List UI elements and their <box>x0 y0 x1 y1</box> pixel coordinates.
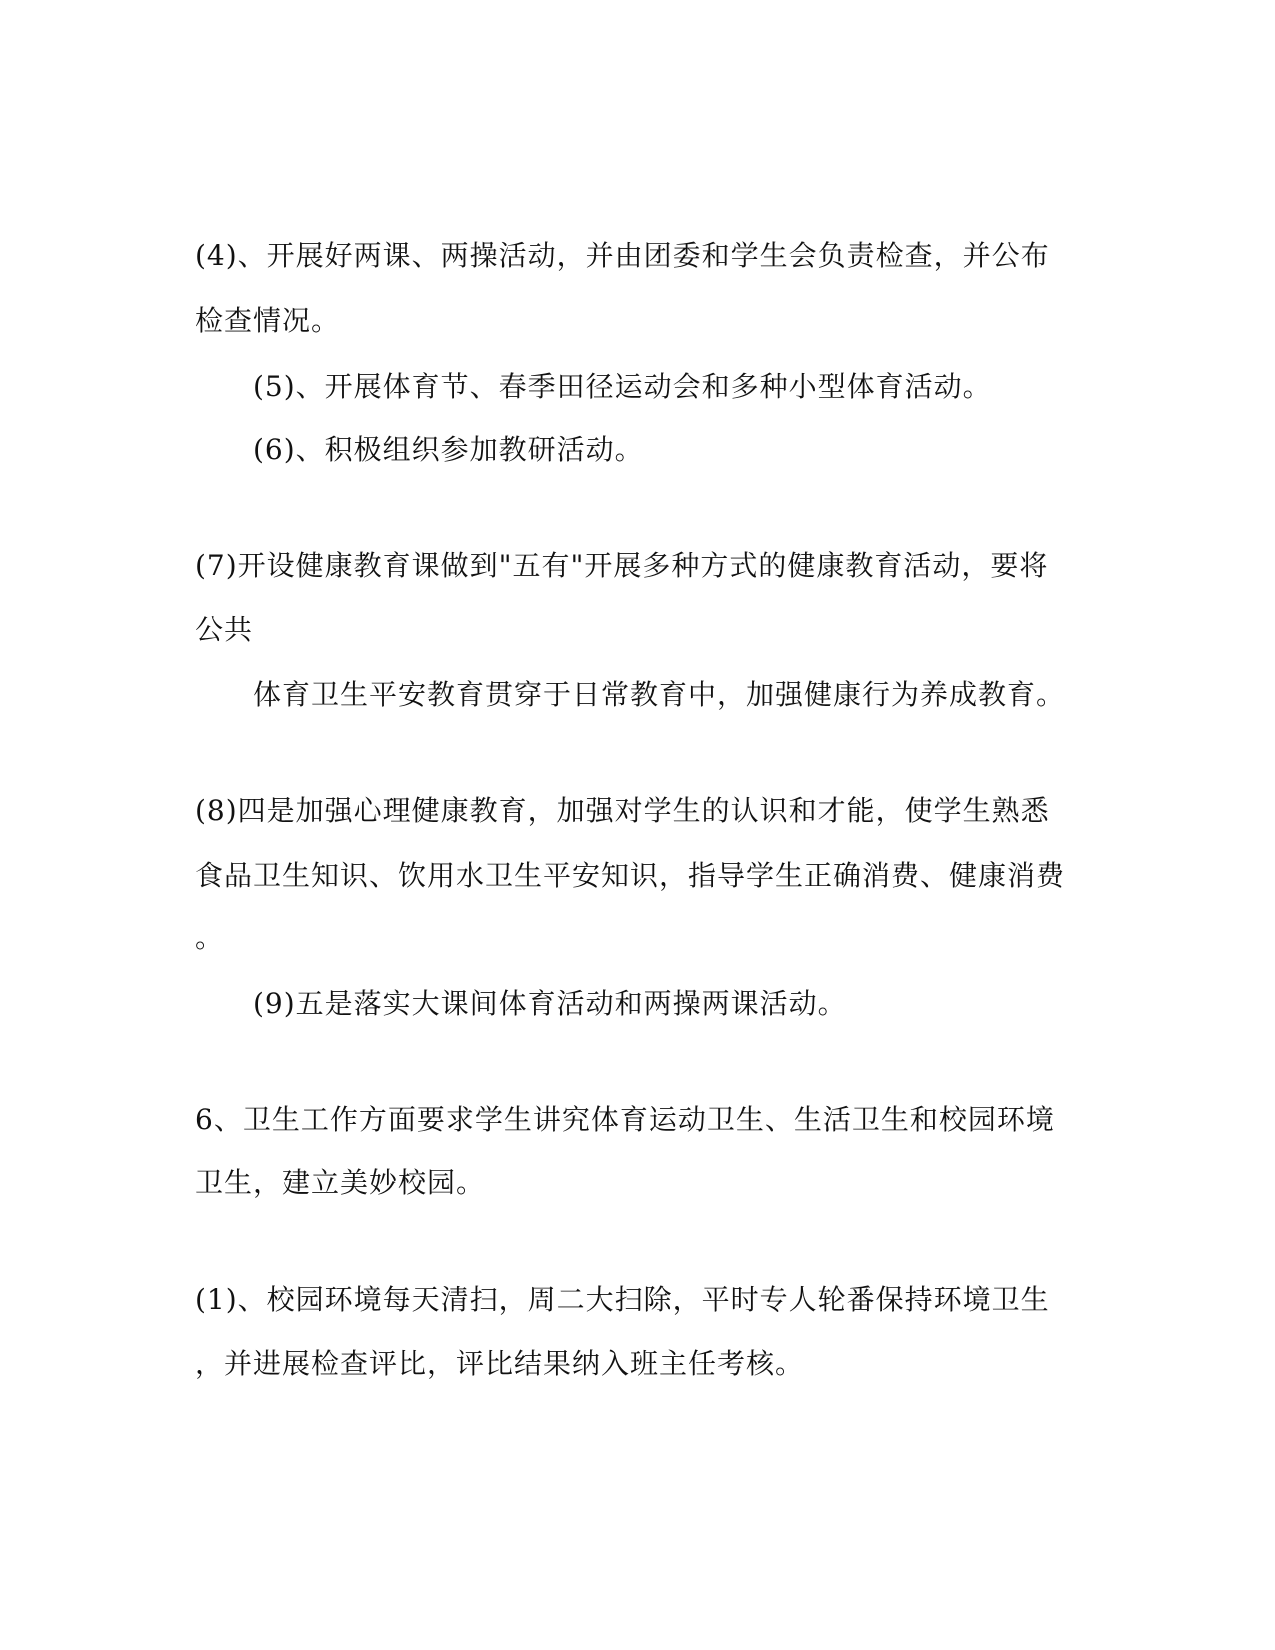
paragraph-line: (5)、开展体育节、春季田径运动会和多种小型体育活动。 <box>253 370 992 403</box>
paragraph-line: (6)、积极组织参加教研活动。 <box>253 433 644 466</box>
paragraph-line: 。 <box>195 921 225 954</box>
paragraph-line: (7)开设健康教育课做到"五有"开展多种方式的健康教育活动，要将 <box>195 549 1049 582</box>
paragraph-line: 体育卫生平安教育贯穿于日常教育中，加强健康行为养成教育。 <box>253 678 1066 711</box>
paragraph-line: 公共 <box>195 613 254 646</box>
paragraph-line: 食品卫生知识、饮用水卫生平安知识，指导学生正确消费、健康消费 <box>195 859 1066 892</box>
paragraph-line: 检查情况。 <box>195 304 341 337</box>
paragraph-line: 卫生，建立美妙校园。 <box>195 1166 486 1199</box>
paragraph-line: (1)、校园环境每天清扫，周二大扫除，平时专人轮番保持环境卫生 <box>195 1283 1050 1316</box>
paragraph-line: ，并进展检查评比，评比结果纳入班主任考核。 <box>195 1347 805 1380</box>
paragraph-line: (9)五是落实大课间体育活动和两操两课活动。 <box>253 987 847 1020</box>
paragraph-line: (4)、开展好两课、两操活动，并由团委和学生会负责检查，并公布 <box>195 239 1050 272</box>
paragraph-line: 6、卫生工作方面要求学生讲究体育运动卫生、生活卫生和校园环境 <box>195 1103 1055 1136</box>
paragraph-line: (8)四是加强心理健康教育，加强对学生的认识和才能，使学生熟悉 <box>195 794 1050 827</box>
